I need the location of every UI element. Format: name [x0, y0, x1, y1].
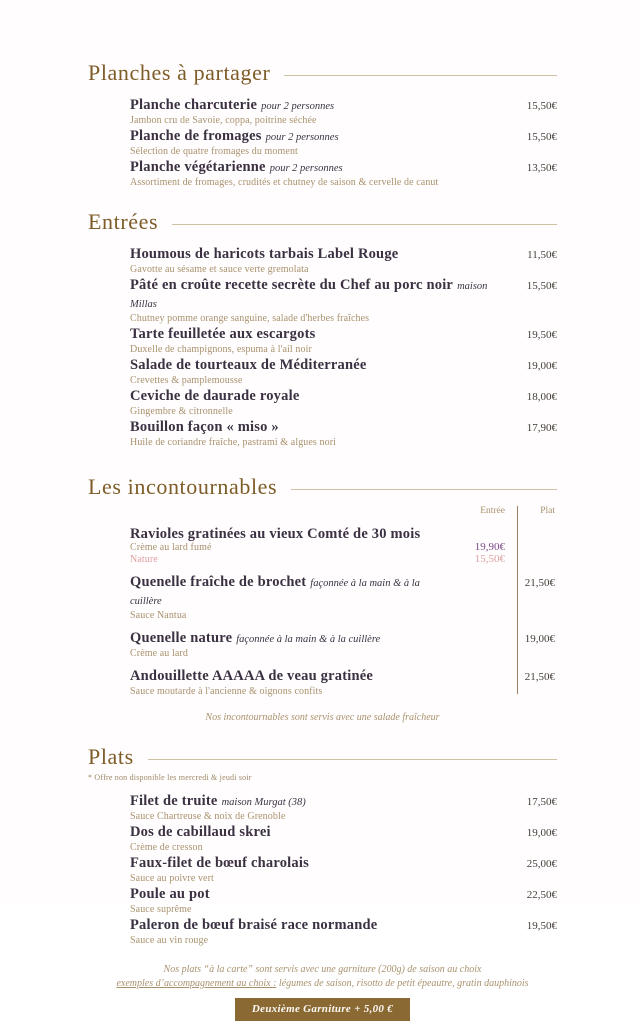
- column-header-entree: Entrée: [480, 506, 505, 516]
- dish-description: Huile de coriandre fraîche, pastrami & algues nori: [130, 437, 337, 448]
- menu-item-ravioles: [130, 526, 557, 566]
- menu-item-andouillette: [130, 668, 557, 698]
- dish-description: Sauce moutarde à l'ancienne & oignons confits: [130, 686, 323, 697]
- section-header: [88, 60, 557, 86]
- dish-description: Sauce au poivre vert: [130, 873, 214, 884]
- accompagnement-lead: exemples d’accompagnement au choix :: [116, 978, 277, 989]
- menu-item-pate-en-croute: [130, 277, 557, 325]
- dish-price: 11,50€: [527, 249, 557, 261]
- dish-price-plat: 21,50€: [524, 577, 555, 589]
- section-header: [88, 209, 557, 235]
- dish-subtitle: maison Murgat (38): [221, 797, 306, 808]
- menu-item-planche-fromages: [130, 128, 557, 158]
- dish-name: Planche charcuterie: [130, 97, 258, 113]
- section-rule: [284, 75, 557, 76]
- dish-price: 19,50€: [526, 329, 557, 341]
- dish-description: Sauce Chartreuse & noix de Grenoble: [130, 811, 286, 822]
- price-column-headers: [130, 504, 557, 518]
- deuxieme-garniture-banner: Deuxième Garniture + 5,00 €: [235, 998, 410, 1021]
- dish-name: Ceviche de daurade royale: [130, 388, 300, 404]
- dish-name: Filet de truite: [130, 793, 218, 809]
- dish-variant-1: Crème au lard fumé: [130, 542, 212, 553]
- menu-item-planche-charcuterie: [130, 97, 557, 127]
- column-divider: [517, 506, 518, 694]
- dish-subtitle: pour 2 personnes: [269, 163, 343, 174]
- section-incontournables: [88, 474, 557, 723]
- dish-name: Andouillette AAAAA de veau gratinée: [130, 668, 374, 684]
- dish-name: Faux-filet de bœuf charolais: [130, 855, 309, 871]
- dish-price: 18,00€: [526, 391, 557, 403]
- section-rule: [148, 759, 557, 760]
- dish-subtitle: pour 2 personnes: [265, 132, 339, 143]
- section-rule: [172, 224, 557, 225]
- dish-name: Bouillon façon « miso »: [130, 419, 279, 435]
- section-title-entrees: Entrées: [88, 209, 159, 234]
- dish-name: Quenelle nature: [130, 630, 233, 646]
- dish-description: Chutney pomme orange sanguine, salade d'herbes fraîches: [130, 313, 370, 324]
- dish-description: Sauce au vin rouge: [130, 935, 209, 946]
- menu-item-quenelle-nature: [130, 630, 557, 660]
- menu-item-quenelle-brochet: [130, 574, 557, 622]
- dish-variant-2: Nature: [130, 554, 158, 565]
- plats-garniture-note: Nos plats “à la carte” sont servis avec une garniture (200g) de saison au choix: [163, 964, 482, 975]
- dish-price: 25,00€: [526, 858, 557, 870]
- incontournables-note: Nos incontournables sont servis avec une salade fraîcheur: [205, 712, 440, 723]
- dish-price-plat: 19,00€: [524, 633, 555, 645]
- dish-name: Planche de fromages: [130, 128, 262, 144]
- section-header: [88, 744, 557, 770]
- dish-price: 13,50€: [526, 162, 557, 174]
- section-planches: [88, 60, 557, 189]
- dish-subtitle: façonnée à la main & à la cuillère: [236, 634, 381, 645]
- menu-item-faux-filet: [130, 855, 557, 885]
- dish-description: Crème de cresson: [130, 842, 203, 853]
- dish-subtitle: maison Millas: [130, 281, 488, 310]
- dish-description: Gingembre & citronnelle: [130, 406, 233, 417]
- menu-item-planche-vegetarienne: [130, 159, 557, 189]
- menu-item-cabillaud: [130, 824, 557, 854]
- dish-name: Ravioles gratinées au vieux Comté de 30 mois: [130, 526, 421, 542]
- menu-item-poule-au-pot: [130, 886, 557, 916]
- dish-name: Pâté en croûte recette secrète du Chef au porc noir: [130, 277, 454, 293]
- section-header: [88, 474, 557, 500]
- dish-name: Houmous de haricots tarbais Label Rouge: [130, 246, 399, 262]
- dish-description: Sauce Nantua: [130, 610, 187, 621]
- plats-disclaimer: * Offre non disponible les mercredi & jeudi soir: [88, 773, 252, 782]
- dish-description: Sélection de quatre fromages du moment: [130, 146, 298, 157]
- dish-price: 17,90€: [526, 422, 557, 434]
- dish-subtitle: pour 2 personnes: [261, 101, 335, 112]
- dish-name: Tarte feuilletée aux escargots: [130, 326, 316, 342]
- dish-price: 19,00€: [526, 360, 557, 372]
- dish-description: Gavotte au sésame et sauce verte gremolata: [130, 264, 309, 275]
- dish-subtitle: façonnée à la main & à la cuillère: [130, 578, 420, 607]
- dish-price-entree-variant-1: 19,90€: [474, 541, 505, 553]
- dish-price-entree-variant-2: 15,50€: [474, 553, 505, 565]
- menu-item-filet-truite: [130, 793, 557, 823]
- section-plats: [88, 744, 557, 1021]
- plats-accompagnement-note: [88, 977, 557, 991]
- dish-name: Paleron de bœuf braisé race normande: [130, 917, 378, 933]
- dish-description: Jambon cru de Savoie, coppa, poitrine séchée: [130, 115, 317, 126]
- dish-price: 19,00€: [526, 827, 557, 839]
- menu-item-ceviche: [130, 388, 557, 418]
- dish-price: 15,50€: [526, 280, 557, 292]
- dish-name: Planche végétarienne: [130, 159, 266, 175]
- dish-price: 17,50€: [526, 796, 557, 808]
- menu-item-paleron: [130, 917, 557, 947]
- dish-name: Dos de cabillaud skrei: [130, 824, 271, 840]
- dish-price: 22,50€: [526, 889, 557, 901]
- menu-item-salade-tourteaux: [130, 357, 557, 387]
- dish-price-plat: [518, 526, 557, 529]
- dish-description: Sauce suprême: [130, 904, 192, 915]
- section-title-incontournables: Les incontournables: [88, 474, 278, 499]
- dish-description: Crevettes & pamplemousse: [130, 375, 243, 386]
- dish-price: 15,50€: [526, 131, 557, 143]
- dish-name: Salade de tourteaux de Méditerranée: [130, 357, 367, 373]
- dish-name: Poule au pot: [130, 886, 210, 902]
- menu-item-bouillon-miso: [130, 419, 557, 449]
- accompagnement-examples: légumes de saison, risotto de petit épeautre, gratin dauphinois: [276, 978, 529, 989]
- dish-price-plat: 21,50€: [524, 671, 555, 683]
- column-header-plat: Plat: [540, 506, 555, 516]
- menu-item-tarte-escargots: [130, 326, 557, 356]
- dish-description: Crème au lard: [130, 648, 188, 659]
- dish-price: 15,50€: [526, 100, 557, 112]
- menu-item-houmous: [130, 246, 557, 276]
- section-title-plats: Plats: [88, 744, 134, 769]
- dish-description: Duxelle de champignons, espuma à l'ail noir: [130, 344, 312, 355]
- section-rule: [291, 489, 557, 490]
- dish-name: Quenelle fraîche de brochet: [130, 574, 307, 590]
- section-title-planches: Planches à partager: [88, 60, 271, 85]
- dish-price: 19,50€: [526, 920, 557, 932]
- section-entrees: [88, 209, 557, 449]
- dish-description: Assortiment de fromages, crudités et chutney de saison & cervelle de canut: [130, 177, 439, 188]
